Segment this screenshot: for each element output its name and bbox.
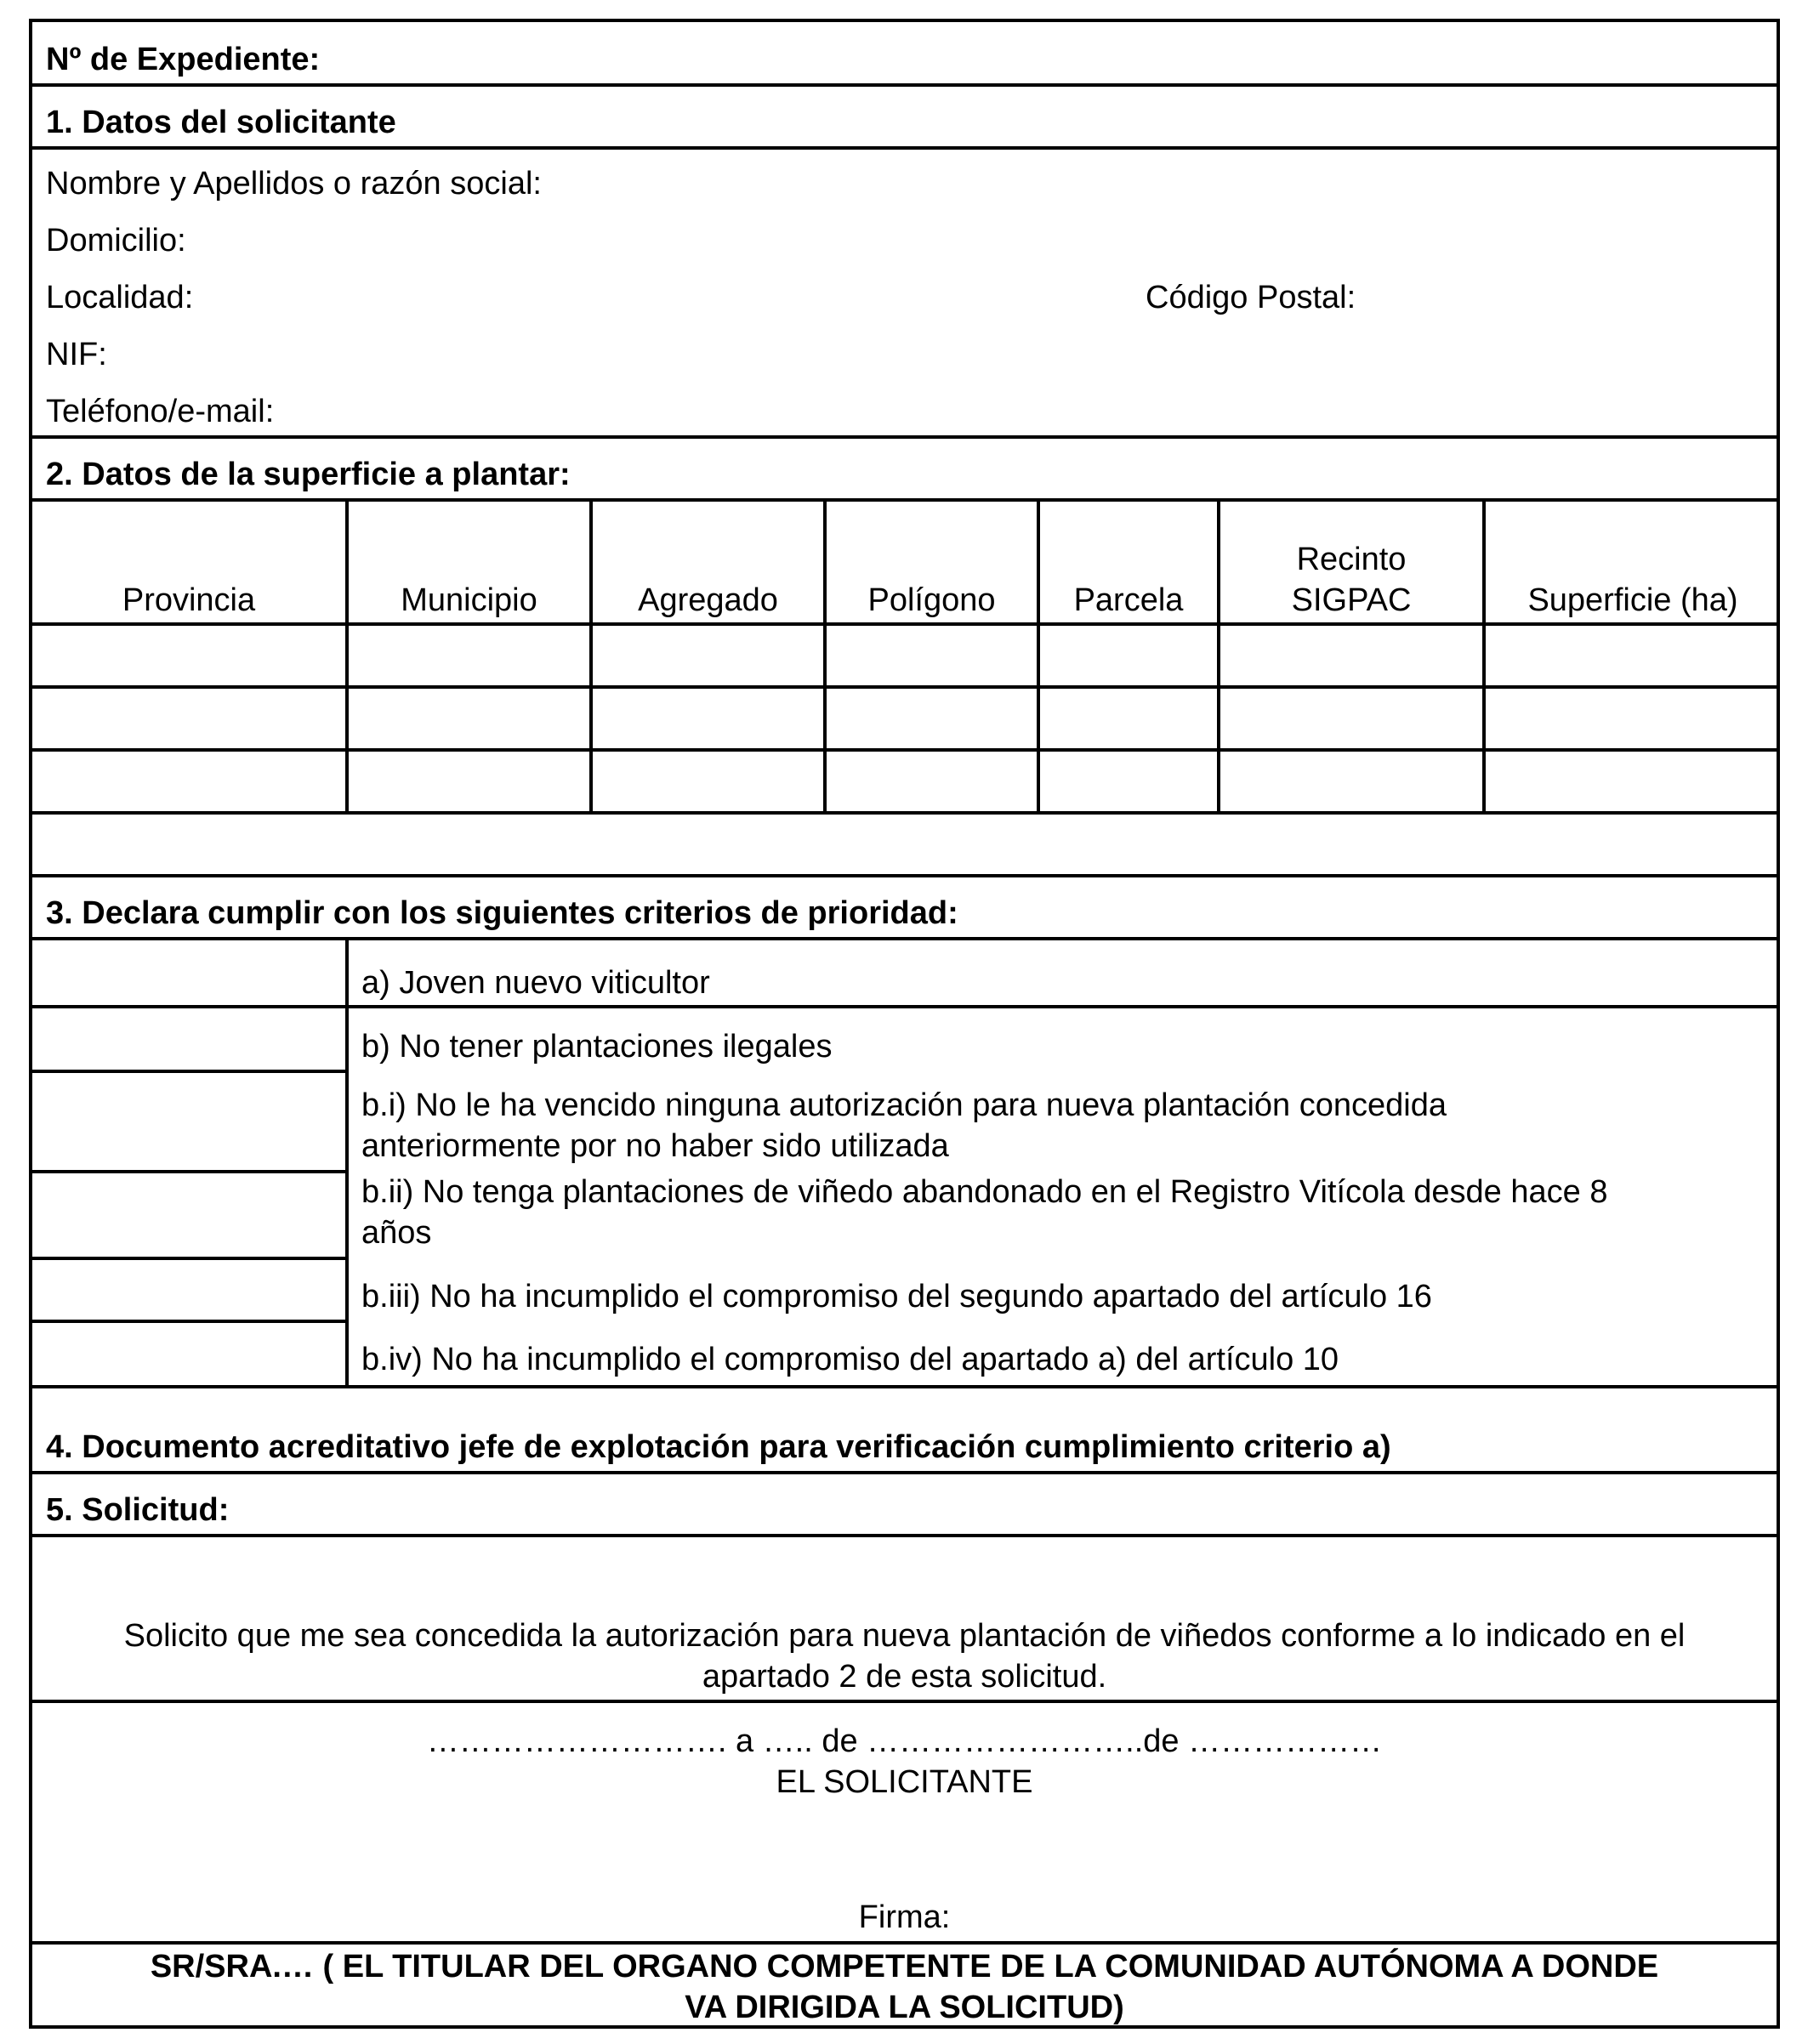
rule-criterion-a: [32, 1005, 1777, 1008]
col-sigpac: SIGPAC: [1291, 582, 1412, 618]
firma-label: Firma:: [858, 1899, 951, 1935]
criterion-bii-line1: b.ii) No tenga plantaciones de viñedo abandonado en el Registro Vitícola desde hace 8: [361, 1174, 1608, 1210]
col-recinto: Recinto: [1296, 542, 1407, 577]
table-col-sep-2: [589, 498, 593, 811]
criterion-bi-line1: b.i) No le ha vencido ninguna autorización para nueva plantación concedida: [361, 1087, 1447, 1123]
criterion-biv: b.iv) No ha incumplido el compromiso del apartado a) del artículo 10: [361, 1342, 1339, 1377]
nif-label: NIF:: [46, 337, 107, 372]
section3-title: 3. Declara cumplir con los siguientes criterios de prioridad:: [46, 895, 958, 931]
rule-signature: [32, 1941, 1777, 1945]
addressee-line1: SR/SRA.… ( EL TITULAR DEL ORGANO COMPETENTE DE LA COMUNIDAD AUTÓNOMA A DONDE: [150, 1949, 1659, 1984]
criteria-col-sep: [345, 937, 349, 1385]
table-col-sep-6: [1482, 498, 1486, 811]
col-poligono: Polígono: [867, 582, 996, 618]
rule-table-row3: [32, 811, 1777, 815]
domicilio-label: Domicilio:: [46, 223, 186, 258]
nombre-label: Nombre y Apellidos o razón social:: [46, 166, 542, 202]
rule-table-row1: [32, 685, 1777, 689]
rule-table-row2: [32, 748, 1777, 752]
date-line: ………………………. a ….. de ……………………..de ………………: [426, 1723, 1383, 1759]
table-col-sep-4: [1037, 498, 1040, 811]
localidad-label: Localidad:: [46, 280, 194, 315]
col-provincia: Provincia: [122, 582, 256, 618]
col-municipio: Municipio: [401, 582, 537, 618]
table-col-sep-3: [823, 498, 827, 811]
col-superficie: Superficie (ha): [1527, 582, 1738, 618]
table-col-sep-1: [345, 498, 349, 811]
section2-title: 2. Datos de la superficie a plantar:: [46, 457, 571, 492]
rule-table-top: [32, 498, 1777, 502]
request-text-line2: apartado 2 de esta solicitud.: [702, 1659, 1107, 1695]
criterion-bii-line2: años: [361, 1215, 432, 1251]
rule-section2: [32, 435, 1777, 439]
codigo-postal-label: Código Postal:: [1146, 280, 1356, 315]
rule-section4: [32, 1471, 1777, 1474]
criterion-biii: b.iii) No ha incumplido el compromiso del segundo apartado del artículo 16: [361, 1279, 1432, 1314]
telefono-label: Teléfono/e-mail:: [46, 394, 275, 429]
col-agregado: Agregado: [638, 582, 778, 618]
rule-checkbox-b: [32, 1070, 347, 1073]
rule-table-header: [32, 622, 1777, 626]
rule-request-text: [32, 1700, 1777, 1703]
rule-checkbox-bii: [32, 1257, 347, 1260]
rule-section5: [32, 1534, 1777, 1537]
criterion-bi-line2: anteriormente por no haber sido utilizada: [361, 1128, 949, 1164]
rule-section3: [32, 937, 1777, 940]
rule-criteria-end: [32, 1385, 1777, 1388]
rule-checkbox-bi: [32, 1170, 347, 1173]
expediente-label: Nº de Expediente:: [46, 42, 321, 77]
section5-title: 5. Solicitud:: [46, 1492, 230, 1528]
rule-section1: [32, 146, 1777, 150]
criterion-a: a) Joven nuevo viticultor: [361, 965, 710, 1001]
application-form: [29, 19, 1780, 2029]
rule-checkbox-biii: [32, 1320, 347, 1323]
rule-empty-row: [32, 874, 1777, 877]
addressee-line2: VA DIRIGIDA LA SOLICITUD): [685, 1990, 1124, 2025]
section1-title: 1. Datos del solicitante: [46, 105, 396, 140]
request-text-line1: Solicito que me sea concedida la autorización para nueva plantación de viñedos conforme a lo indicado en el: [123, 1618, 1686, 1654]
criterion-b: b) No tener plantaciones ilegales: [361, 1029, 833, 1065]
section4-title: 4. Documento acreditativo jefe de explotación para verificación cumplimiento criterio a): [46, 1429, 1391, 1465]
rule-header: [32, 83, 1777, 87]
col-parcela: Parcela: [1073, 582, 1184, 618]
solicitante-label: EL SOLICITANTE: [776, 1764, 1033, 1800]
